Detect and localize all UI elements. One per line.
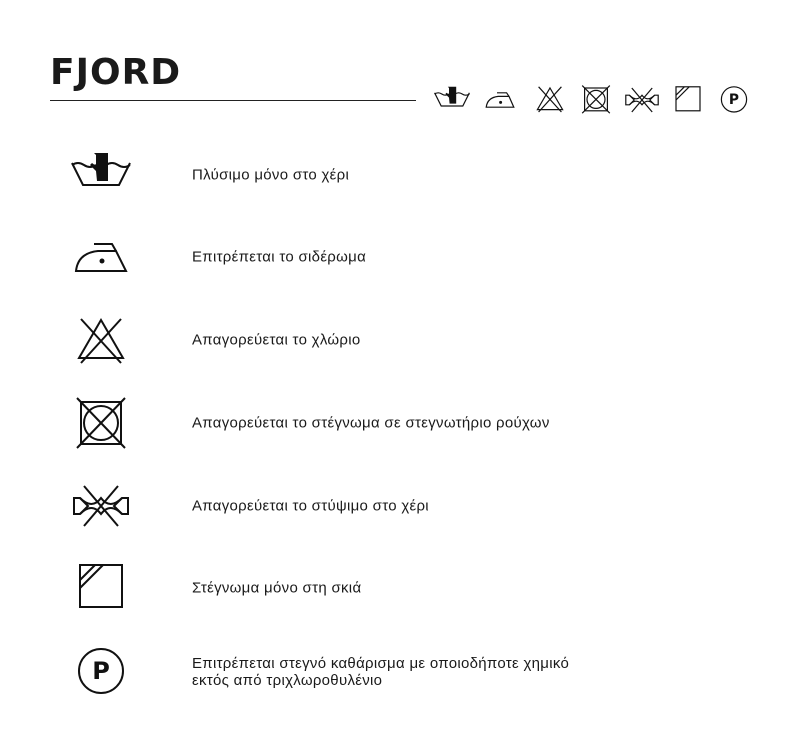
care-row-dry-clean bbox=[0, 642, 800, 702]
no-bleach-icon bbox=[68, 310, 134, 370]
no-wring-icon bbox=[68, 476, 134, 536]
care-row-no-tumble-dry bbox=[0, 393, 800, 453]
dry-in-shade-icon bbox=[68, 558, 134, 618]
care-label: Απαγορεύεται το χλώριο bbox=[192, 331, 361, 349]
care-label: Στέγνωμα μόνο στη σκιά bbox=[192, 579, 362, 597]
iron-icon bbox=[68, 227, 134, 287]
care-row-no-wring bbox=[0, 476, 800, 536]
care-row-iron bbox=[0, 227, 800, 287]
care-label: Απαγορεύεται το στέγνωμα σε στεγνωτήριο ρούχων bbox=[192, 414, 550, 432]
care-label: Πλύσιμο μόνο στο χέρι bbox=[192, 166, 350, 184]
dry-clean-letter: P bbox=[728, 92, 740, 109]
care-row-no-bleach bbox=[0, 310, 800, 370]
no-tumble-dry-icon bbox=[68, 393, 134, 453]
care-row-hand-wash bbox=[0, 145, 800, 205]
care-label: Επιτρέπεται το σιδέρωμα bbox=[192, 248, 367, 266]
care-row-dry-in-shade bbox=[0, 558, 800, 618]
dry-clean-p-icon bbox=[68, 642, 134, 702]
brand-logo: FJORD bbox=[50, 52, 182, 93]
hand-wash-icon bbox=[68, 145, 134, 205]
care-label: Απαγορεύεται το στύψιμο στο χέρι bbox=[192, 497, 429, 515]
care-label: Επιτρέπεται στεγνό καθάρισμα με οποιοδήποτε χημικό εκτός από τριχλωροθυλένιο bbox=[192, 655, 570, 689]
dry-clean-letter: P bbox=[92, 657, 110, 685]
